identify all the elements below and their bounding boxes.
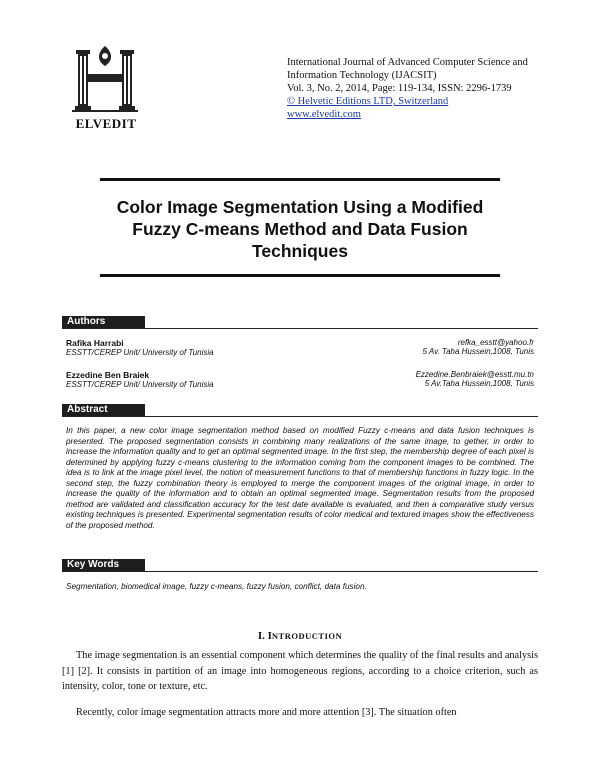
author-2-email[interactable]: Ezzedine.Benbraiek@esstt.mu.tn (415, 370, 534, 379)
author-2-address: 5 Av.Taha Hussein,1008, Tunis (424, 379, 534, 388)
journal-volume: Vol. 3, No. 2, 2014, Page: 119-134, ISSN: 2296-1739 (287, 83, 512, 94)
author-1-name: Rafika Harrabi (66, 338, 124, 348)
intro-paragraph-2: Recently, color image segmentation attracts more and more attention [3]. The situation often (76, 707, 457, 718)
author-2-affiliation: ESSTT/CEREP Unit/ University of Tunisia (66, 380, 214, 389)
author-2-name: Ezzedine Ben Braiek (66, 370, 150, 380)
abstract-text: In this paper, a new color image segmentation method based on modified Fuzzy c-means and data fusion techniques is presented. The proposed segmentation consists in combining many realizations of the same image, to gether, in order to increase the information quality and to get an optimal segmented image. In the first step, the membership degree of each pixel is determined by applying fuzzy c-means clustering to the information coming from the component images to be combined. The idea is to link at the image pixel level, the notion of measurement functions to that of membership functions in fuzzy logic. In the second step, the fuzzy combination theory is employed to merge the component images of the original image, in order to increase the quality of the information and to obtain an optimal segmented image. Segmentation results from the proposed method are validated and classification accuracy for the test date available is evaluated, and then a comparative study versus existing techniques is presented. Experimental segmentation results of color medical and textured images show the effectiveness of the proposed method. (66, 426, 534, 530)
introduction-heading (0, 630, 600, 642)
keywords-section-bar (62, 559, 538, 572)
keywords-text: Segmentation, biomedical image, fuzzy c-means, fuzzy fusion, conflict, data fusion. (66, 582, 367, 591)
author-1-contact (334, 338, 534, 356)
abstract-section-bar (62, 404, 538, 417)
journal-name-line2: Information Technology (IJACSIT) (287, 70, 437, 81)
section-number: I. (257, 630, 265, 642)
author-2-contact (334, 370, 534, 388)
author-2 (66, 370, 366, 389)
author-1 (66, 338, 366, 357)
title-top-rule (100, 178, 500, 181)
intro-paragraph-1: The image segmentation is an essential component which determines the quality of the final results and analysis [1] [2]. It consists in partition of an image into homogeneous regions, according to a choice criterion, such as intensity, color, tone or texture, etc. (62, 650, 538, 692)
publisher-link[interactable]: © Helvetic Editions LTD, Switzerland (287, 96, 449, 107)
author-1-address: 5 Av. Taha Hussein,1008, Tunis (422, 347, 534, 356)
title-line-2: Fuzzy C-means Method and Data Fusion (132, 219, 468, 239)
logo-text: ELVEDIT (75, 116, 137, 131)
keywords-label: Key Words (62, 559, 145, 571)
section-title-rest: NTRODUCTION (271, 631, 343, 641)
author-1-affiliation: ESSTT/CEREP Unit/ University of Tunisia (66, 348, 214, 357)
title-line-1: Color Image Segmentation Using a Modified (116, 197, 484, 217)
abstract-label: Abstract (62, 404, 145, 416)
paper-title (100, 196, 500, 262)
author-1-email[interactable]: refka_esstt@yahoo.fr (457, 338, 534, 347)
website-link[interactable]: www.elvedit.com (287, 109, 361, 120)
authors-section-bar (62, 316, 538, 329)
journal-name-line1: International Journal of Advanced Computer Science and (287, 57, 528, 68)
section-initial: I (267, 630, 272, 642)
journal-info (287, 56, 557, 121)
title-line-3: Techniques (252, 241, 348, 261)
title-bottom-rule (100, 274, 500, 277)
authors-label: Authors (62, 316, 145, 328)
